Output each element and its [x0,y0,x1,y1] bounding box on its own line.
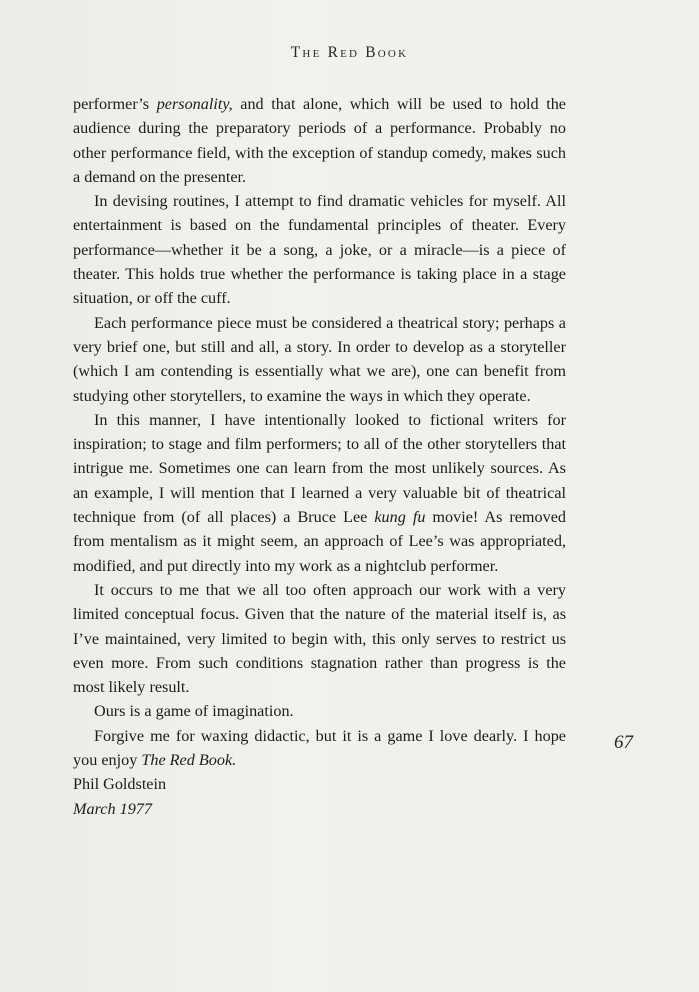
p1-emphasis: personality, [156,95,233,113]
paragraph-6: Ours is a game of imagination. [94,702,294,721]
p4-text-a: In this manner, I have intentionally looked to fictional writers for inspiration; to stage and film performers; to all of the other storytellers that intrigue me. Sometimes one can learn from the most unlikely sources. As an example, I will mention that I learned a very valuable bit of theatrical technique from (of all places) a Bruce Lee [73,410,566,527]
signature-date [73,797,566,821]
p4-text-c: movie! As removed from mentalism as it might seem, an approach of Lee’s was appropriated, modified, and put directly into my work as a nightclub performer. [73,508,566,575]
paragraph-7 [73,724,566,773]
paragraph-4 [73,408,566,578]
signature-date-text: March 1977 [73,799,152,818]
p7-text-a: Forgive me for waxing didactic, but it is a game I love dearly. I hope you enjoy [73,726,566,770]
body-text [73,92,566,821]
p1-text-c: and that alone, which will be used to hold the audience during the preparatory periods of a performance. Probably no other performance field, with the exception of standup comedy, makes such a demand on the presenter. [73,95,566,186]
p4-emphasis: kung fu [374,508,426,527]
signature-name: Phil Goldstein [73,775,167,794]
paragraph-1 [73,92,566,189]
paragraph-5: It occurs to me that we all too often approach our work with a very limited conceptual focus. Given that the nature of the material itself is, as I’ve maintained, very limited to begin with, this only serves to restrict us even more. From such conditions stagnation rather than progress is the most likely result. [73,580,566,697]
p7-book-title: The Red Book. [141,751,237,770]
p1-text-a: performer’s [73,95,157,113]
paragraph-2: In devising routines, I attempt to find dramatic vehicles for myself. All entertainment is based on the fundamental principles of theater. Every performance—whether it be a song, a joke, or a miracle—is a piece of theater. This holds true whether the performance is taking place in a stage situation, or off the cuff. [73,192,566,308]
running-head: The Red Book [290,44,409,61]
page-number: 67 [614,732,633,753]
paragraph-3: Each performance piece must be considered a theatrical story; perhaps a very brief one, but still and all, a story. In order to develop as a storyteller (which I am contending is essentially what we are), one can benefit from studying other storytellers, to examine the ways in which they operate. [73,313,566,405]
